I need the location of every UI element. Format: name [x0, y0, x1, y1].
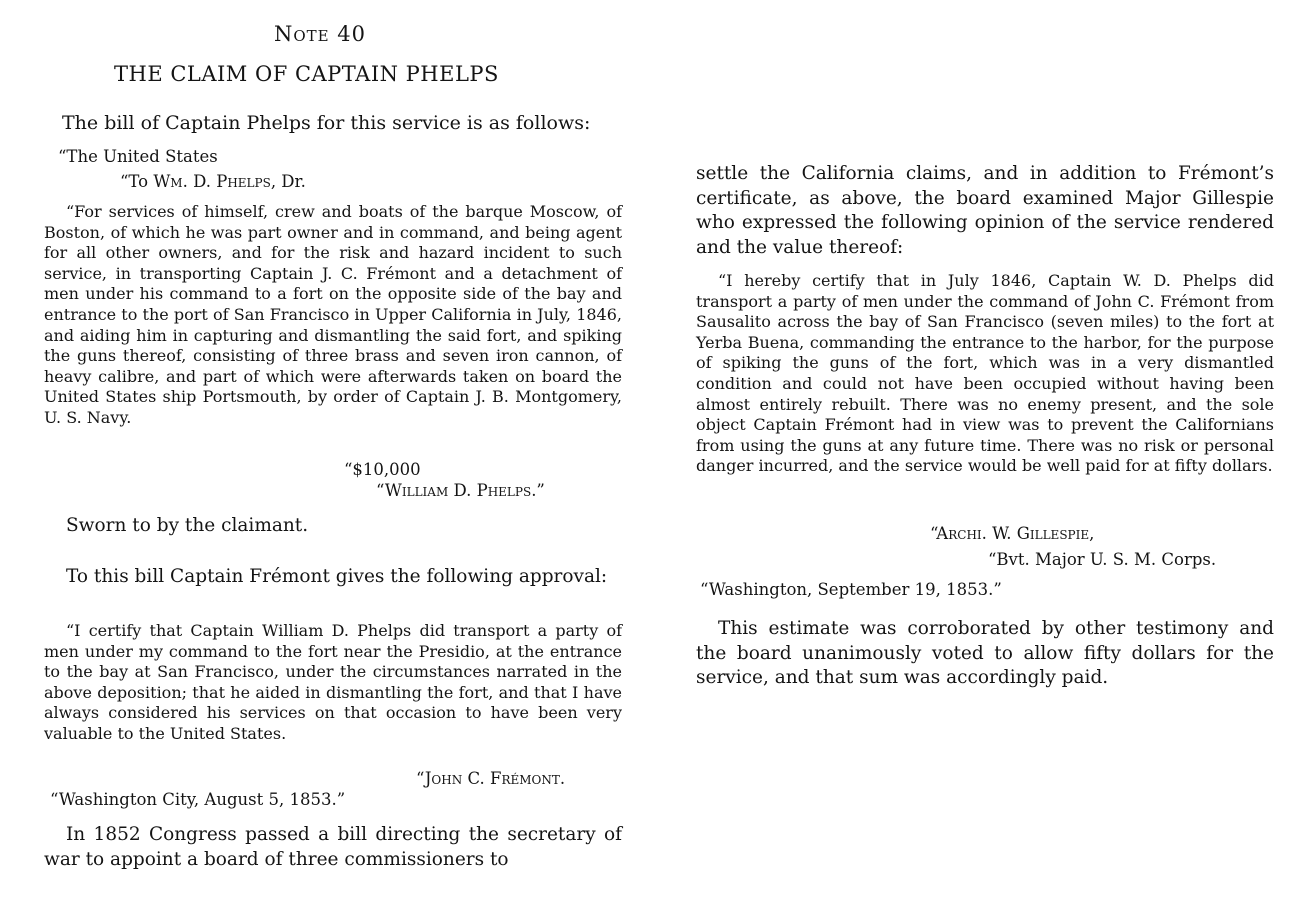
note-title: THE CLAIM OF CAPTAIN PHELPS: [114, 62, 499, 86]
gillespie-date: “Washington, September 19, 1853.”: [700, 580, 1002, 599]
continuation-paragraph: settle the California claims, and in addition to Frémont’s certificate, as above, the board examined Major Gillespie who expressed the following opinion of the service rendered and the value thereof:: [696, 163, 1274, 258]
approval-signature: “John C. Frémont.: [416, 769, 566, 788]
gillespie-signature-rank: “Bvt. Major U. S. M. Corps.: [988, 550, 1217, 569]
bill-amount: “$10,000: [344, 460, 421, 479]
bill-intro: The bill of Captain Phelps for this service is as follows:: [62, 112, 591, 134]
gillespie-signature-name: “Archi. W. Gillespie,: [930, 524, 1095, 543]
approval-date: “Washington City, August 5, 1853.”: [50, 790, 346, 809]
bill-signature: “William D. Phelps.”: [376, 481, 545, 500]
bill-header-addressee: “The United States: [58, 147, 218, 166]
sworn-statement: Sworn to by the claimant.: [66, 515, 309, 536]
note-number: Note 40: [274, 22, 367, 46]
conclusion-paragraph: This estimate was corroborated by other testimony and the board unanimously voted to allow fifty dollars for the service, and that sum was accordingly paid.: [696, 618, 1274, 688]
bill-header-creditor: “To Wm. D. Phelps, Dr.: [120, 172, 306, 191]
gillespie-opinion: “I hereby certify that in July 1846, Captain W. D. Phelps did transport a party of men under the command of John C. Frémont from Sausalito across the bay of San Francisco (seven miles) to the fort at Yerba Buena, commanding the entrance to the harbor, for the purpose of spiking the guns of the fort, which was in a very dismantled condition and could not have been occupied without having been almost entirely rebuilt. There was no enemy present, and the sole object Captain Frémont had in view was to prevent the Californians from using the guns at any future time. There was no risk or personal danger incurred, and the service would be well paid for at fifty dollars.: [696, 271, 1274, 476]
approval-text: “I certify that Captain William D. Phelps did transport a party of men under my command to the fort near the Presidio, at the entrance to the bay at San Francisco, under the circumstances narrated in the above deposition; that he aided in dismantling the fort, and that I have always considered his services on that occasion to have been very valuable to the United States.: [44, 621, 622, 743]
approval-intro: To this bill Captain Frémont gives the following approval:: [66, 566, 608, 587]
bill-text: “For services of himself, crew and boats of the barque Moscow, of Boston, of which he was part owner and in command, and being agent for all other owners, and for the risk and hazard incident to such service, in transporting Captain J. C. Frémont and a detachment of men under his command to a fort on the opposite side of the bay and entrance to the port of San Francisco in Upper California in July, 1846, and aiding him in capturing and dismantling the said fort, and spiking the guns thereof, consisting of three brass and seven iron cannon, of heavy calibre, and part of which were afterwards taken on board the United States ship Portsmouth, by order of Captain J. B. Montgomery, U. S. Navy.: [44, 202, 622, 427]
closing-paragraph: In 1852 Congress passed a bill directing the secretary of war to appoint a board of three commissioners to: [44, 824, 622, 870]
